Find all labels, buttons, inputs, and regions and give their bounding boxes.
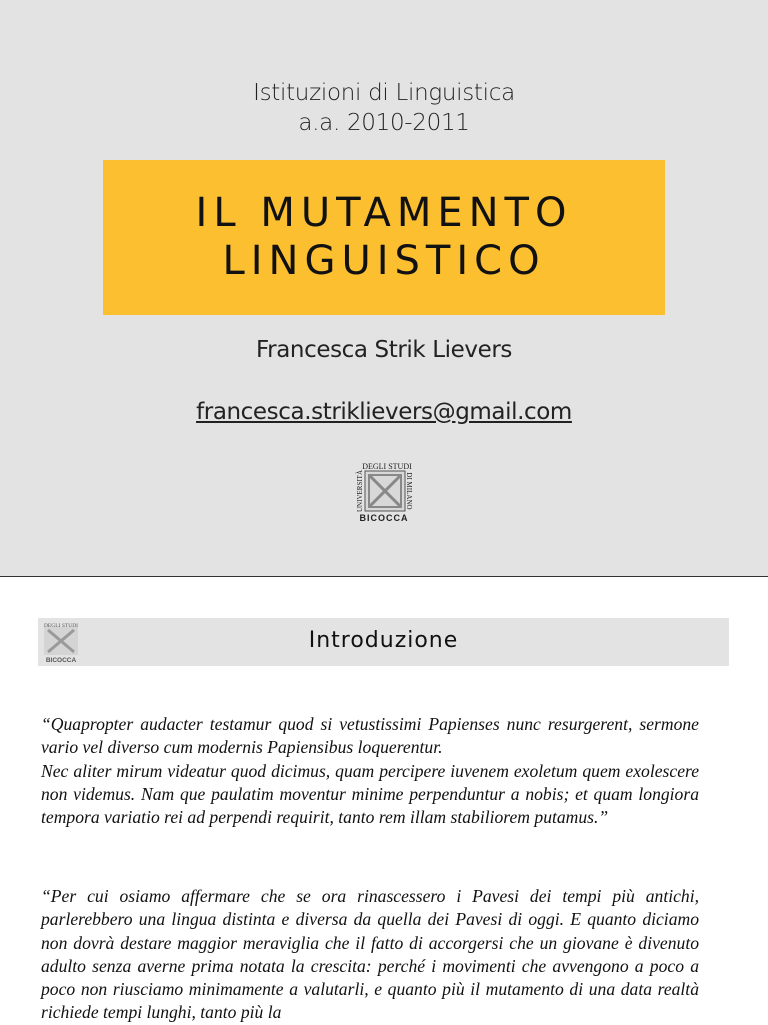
logo-small-bottom-text: BICOCCA bbox=[45, 657, 77, 664]
university-logo-graphic bbox=[355, 461, 413, 523]
academic-year: a.a. 2010-2011 bbox=[298, 110, 470, 136]
logo-left-text: UNIVERSITÀ bbox=[356, 470, 364, 512]
latin-quote bbox=[41, 713, 699, 829]
section-title: Introduzione bbox=[308, 628, 459, 653]
title-box bbox=[103, 160, 665, 315]
email-link[interactable]: francesca.striklievers@gmail.com bbox=[196, 399, 572, 425]
latin-quote-paragraph-2: Nec aliter mirum videatur quod dicimus, quam percipere iuvenem exoletum quem exolescere non videmus. Nam que paulatim moventur minime perpenduntur a nobis; et quam longiora tempora variatio rei ad perpendi requirit, tanto rem illam stabiliorem putamus.” bbox=[41, 760, 699, 828]
logo-top-text: DEGLI STUDI bbox=[362, 462, 412, 471]
italian-translation: “Per cui osiamo affermare che se ora rinascessero i Pavesi dei tempi più antichi, parlerebbero una lingua distinta e diversa da quella dei Pavesi di oggi. E quanto diciamo non dovrà destare maggior meraviglia che il fatto di accorgersi che un giovane è divenuto adulto senza averne prima notata la crescita: perché i movimenti che avvengono a poco a poco non riusciamo minimamente a valutarli, e quanto più il mutamento di una data realtà richiede tempi lunghi, tanto più la bbox=[41, 886, 699, 1023]
logo-right-text: DI MILANO bbox=[405, 472, 413, 510]
course-title: Istituzioni di Linguistica bbox=[253, 80, 515, 106]
author-name: Francesca Strik Lievers bbox=[256, 337, 512, 363]
logo-bottom-text: BICOCCA bbox=[359, 513, 409, 523]
slide-title-line-1: IL MUTAMENTO bbox=[195, 190, 573, 236]
university-logo-icon bbox=[355, 461, 413, 527]
logo-small-top-text: DEGLI STUDI bbox=[43, 623, 79, 629]
slide-title-line-2: LINGUISTICO bbox=[222, 238, 546, 284]
section-header bbox=[38, 618, 729, 666]
latin-quote-paragraph-1: “Quapropter audacter testamur quod si vetustissimi Papienses nunc resurgerent, sermone vario vel diverso cum modernis Papiensibus loquerentur. bbox=[41, 714, 699, 758]
